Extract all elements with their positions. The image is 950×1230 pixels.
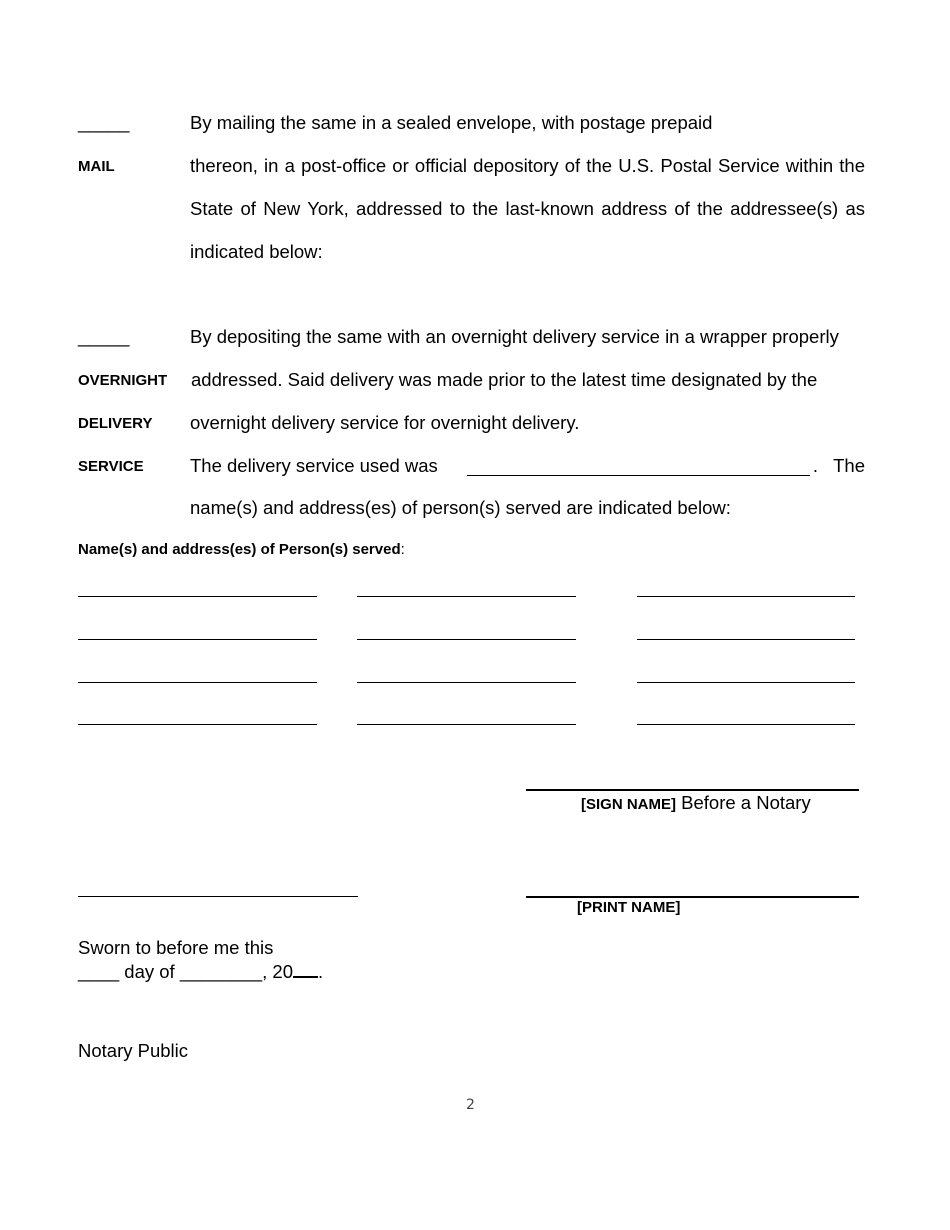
served-line [357,682,576,683]
served-line [78,639,317,640]
served-line [637,724,855,725]
service-used-prefix: The delivery service used was [190,455,438,476]
served-line [637,596,855,597]
served-line [637,639,855,640]
sign-name-rest: Before a Notary [676,792,811,813]
sworn-date-line [78,959,323,983]
overnight-line-3: overnight delivery service for overnight delivery. [190,412,580,433]
served-line [78,596,317,597]
served-line [637,682,855,683]
mail-label: MAIL [78,158,115,175]
print-name-line [526,896,859,898]
served-line [78,682,317,683]
service-used-suffix: . The [812,455,865,476]
service-name-blank-line [467,475,810,476]
service-label: SERVICE [78,458,144,475]
served-line [78,724,317,725]
delivery-label: DELIVERY [78,415,153,432]
sworn-text: Sworn to before me this [78,937,274,958]
served-line [357,724,576,725]
overnight-checkbox-blank: _____ [78,326,130,347]
overnight-line-5: name(s) and address(es) of person(s) served are indicated below: [190,497,731,518]
overnight-line-1: By depositing the same with an overnight delivery service in a wrapper properly [190,326,839,347]
mail-line-3: State of New York, addressed to the last-known address of the addressee(s) as [190,198,865,219]
served-heading [78,541,405,558]
mail-line-4: indicated below: [190,241,323,262]
year-prefix: , 20 [262,961,294,982]
mail-line-1: By mailing the same in a sealed envelope, with postage prepaid [190,112,713,133]
print-name-caption: [PRINT NAME] [577,899,681,916]
overnight-label: OVERNIGHT [78,372,168,389]
served-line [357,639,576,640]
sign-name-tag: [SIGN NAME] [581,796,676,813]
mail-line-2: thereon, in a post-office or official depository of the U.S. Postal Service within the [190,155,865,176]
mail-checkbox-blank: _____ [78,112,130,133]
page-number: 2 [466,1097,475,1113]
day-blank: ____ [78,961,120,982]
served-line [357,596,576,597]
sign-name-caption [581,792,811,814]
served-heading-colon: : [400,541,405,558]
served-heading-text: Name(s) and address(es) of Person(s) served [78,541,401,558]
notary-signature-line [78,896,358,897]
signature-line [526,789,859,791]
overnight-line-2: addressed. Said delivery was made prior to the latest time designated by the [191,369,818,390]
notary-public-title: Notary Public [78,1040,189,1061]
day-of-text: day of [119,961,180,982]
year-blank [293,959,318,978]
month-blank: ________ [179,961,263,982]
year-end: . [318,961,324,982]
